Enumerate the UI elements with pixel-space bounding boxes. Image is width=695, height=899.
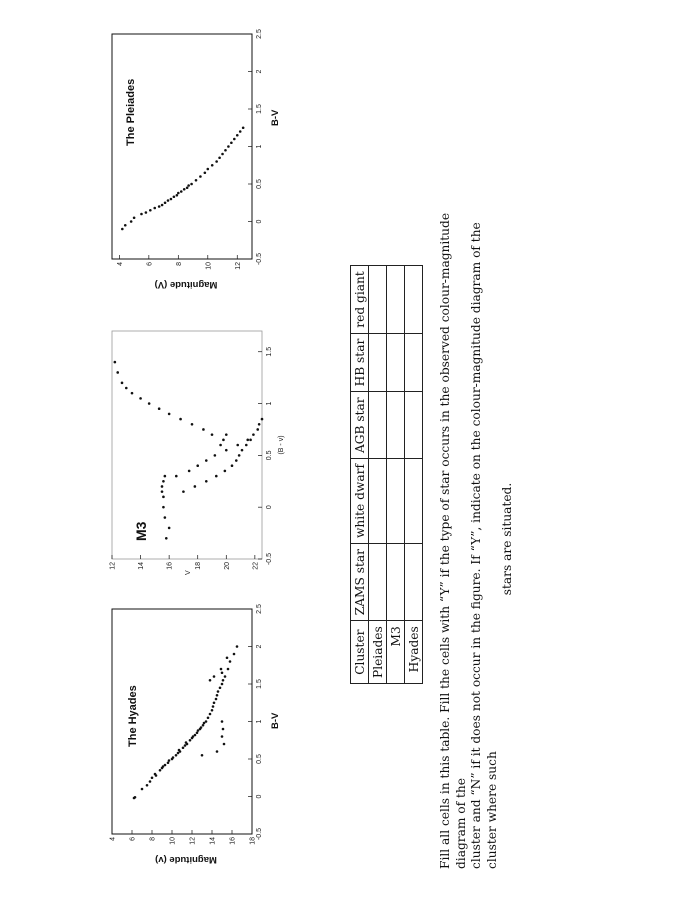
m3-data-point (162, 506, 165, 509)
pleiades-ytick-label: 8 (175, 262, 183, 266)
hyades-data-point (182, 746, 185, 749)
m3-ytick-label: 12 (109, 562, 117, 570)
hyades-xtick-label: 1.5 (256, 679, 263, 689)
pleiades-data-point (167, 199, 170, 202)
hyades-data-point (151, 776, 154, 779)
hyades-data-point (213, 701, 216, 704)
pleiades-data-point (199, 175, 202, 178)
table-cell[interactable] (405, 266, 423, 333)
m3-ylabel: V (185, 570, 192, 575)
m3-ytick-label: 16 (166, 562, 174, 570)
pleiades-chart (106, 24, 286, 294)
pleiades-data-point (230, 141, 233, 144)
pleiades-data-point (140, 213, 143, 216)
hyades-data-point (202, 724, 205, 727)
hyades-title: The Hyades (127, 685, 139, 747)
hyades-xtick-label: 2 (256, 644, 263, 649)
hyades-ytick-label: 6 (129, 837, 137, 841)
m3-data-point (225, 433, 228, 436)
caption-line-2: cluster and “N” if it does not occur in the figure. If “Y”, indicate on the colour-magnitude diagram of the cluster where such (469, 222, 499, 869)
pleiades-data-point (190, 183, 193, 186)
table-cell[interactable] (387, 333, 405, 392)
hyades-ytick-label: 18 (249, 837, 257, 845)
hyades-data-point (221, 671, 224, 674)
caption-line-1: Fill all cells in this table. Fill the cells with “Y” if the type of star occurs in the observed colour-magnitude diagram of the (438, 212, 468, 869)
pleiades-data-point (145, 211, 148, 214)
hyades-data-point (213, 675, 216, 678)
pleiades-data-point (236, 134, 239, 137)
pleiades-data-point (173, 195, 176, 198)
col-header-white-dwarf: white dwarf (351, 459, 369, 544)
m3-data-point (238, 454, 241, 457)
table-header-row (351, 266, 369, 684)
table-cell[interactable] (405, 392, 423, 459)
m3-data-point (231, 464, 234, 467)
pleiades-data-point (227, 145, 230, 148)
m3-data-point (245, 444, 248, 447)
row-label-m3: M3 (387, 621, 405, 684)
m3-data-point (116, 371, 119, 374)
m3-data-point (164, 475, 167, 478)
hyades-data-point (196, 731, 199, 734)
m3-data-point (261, 418, 264, 421)
hyades-data-point (236, 645, 239, 648)
pleiades-frame (112, 34, 252, 259)
m3-data-point (219, 444, 222, 447)
hyades-data-point (175, 754, 178, 757)
m3-data-point (175, 475, 178, 478)
hyades-data-point (194, 734, 197, 737)
hyades-data-point (221, 720, 224, 723)
m3-data-point (214, 454, 217, 457)
hyades-data-point (205, 720, 208, 723)
pleiades-data-point (170, 198, 173, 201)
pleiades-data-point (211, 164, 214, 167)
pleiades-data-point (149, 209, 152, 212)
hyades-data-point (216, 694, 219, 697)
rotated-page-content (86, 0, 536, 899)
m3-data-point (191, 423, 194, 426)
m3-data-point (131, 392, 134, 395)
hyades-xtick-label: -0.5 (256, 827, 263, 841)
pleiades-data-point (195, 179, 198, 182)
pleiades-data-point (187, 184, 190, 187)
hyades-data-point (189, 739, 192, 742)
table-cell[interactable] (405, 333, 423, 392)
pleiades-data-point (130, 220, 133, 223)
pleiades-data-point (180, 190, 183, 193)
m3-ytick-label: 18 (195, 562, 203, 570)
hyades-data-point (201, 754, 204, 757)
m3-data-point (202, 428, 205, 431)
pleiades-data-point (224, 149, 227, 152)
hyades-ytick-label: 10 (169, 837, 177, 845)
pleiades-data-point (239, 130, 242, 133)
pleiades-data-point (221, 153, 224, 156)
table-cell[interactable] (369, 333, 387, 392)
m3-data-point (188, 470, 191, 473)
hyades-data-point (159, 769, 162, 772)
pleiades-data-point (183, 188, 186, 191)
m3-data-point (235, 459, 238, 462)
m3-data-point (139, 397, 142, 400)
pleiades-data-point (233, 138, 236, 141)
hyades-data-point (226, 656, 229, 659)
m3-data-point (246, 439, 249, 442)
hyades-data-point (227, 668, 230, 671)
instructions-caption (438, 209, 516, 869)
m3-data-point (168, 527, 171, 530)
m3-data-point (196, 464, 199, 467)
pleiades-data-point (153, 207, 156, 210)
m3-data-point (164, 516, 167, 519)
m3-xtick-label: 0 (266, 505, 273, 510)
hyades-data-point (172, 756, 175, 759)
m3-data-point (225, 449, 228, 452)
pleiades-ytick-label: 10 (205, 262, 213, 270)
pleiades-data-point (186, 186, 189, 189)
hyades-xlabel: B-V (270, 712, 281, 729)
m3-xtick-label: 1 (266, 401, 273, 406)
caption-line-3: stars are situated. (500, 482, 514, 596)
hyades-data-point (168, 759, 171, 762)
hyades-data-point (134, 796, 137, 799)
m3-data-point (161, 485, 164, 488)
row-label-hyades: Hyades (405, 621, 423, 684)
m3-data-point (211, 433, 214, 436)
col-header-red-giant: red giant (351, 266, 369, 333)
table-row (387, 266, 405, 684)
pleiades-xtick-label: 0.5 (256, 179, 263, 189)
cluster-table (350, 265, 423, 684)
m3-data-point (179, 418, 182, 421)
m3-data-point (205, 459, 208, 462)
table-cell[interactable] (387, 544, 405, 621)
m3-data-point (205, 480, 208, 483)
hyades-xtick-label: 2.5 (256, 604, 263, 614)
m3-data-point (165, 537, 168, 540)
pleiades-ytick-label: 6 (146, 262, 154, 266)
hyades-chart (106, 599, 286, 869)
m3-xtick-label: 0.5 (266, 450, 273, 461)
m3-data-point (148, 402, 151, 405)
pleiades-xtick-label: 2 (256, 69, 263, 74)
pleiades-xtick-label: 1.5 (256, 104, 263, 114)
hyades-data-point (220, 668, 223, 671)
hyades-data-point (185, 741, 188, 744)
hyades-data-point (221, 735, 224, 738)
pleiades-ytick-label: 12 (234, 262, 242, 270)
hyades-data-point (222, 728, 225, 731)
pleiades-data-point (218, 156, 221, 159)
m3-data-point (252, 433, 255, 436)
m3-data-point (162, 496, 165, 499)
hyades-data-point (215, 698, 218, 701)
hyades-ytick-label: 4 (109, 837, 117, 841)
table-cell[interactable] (387, 266, 405, 333)
hyades-data-point (167, 761, 170, 764)
hyades-data-point (178, 749, 181, 752)
m3-ytick-label: 22 (252, 562, 260, 570)
m3-data-point (249, 439, 252, 442)
hyades-data-point (200, 726, 203, 729)
hyades-data-point (149, 780, 152, 783)
m3-xtick-label: -0.5 (266, 552, 273, 566)
m3-xtick-label: 1.5 (266, 346, 273, 357)
pleiades-xtick-label: 2.5 (256, 29, 263, 39)
pleiades-data-point (176, 194, 179, 197)
pleiades-data-point (124, 224, 127, 227)
hyades-data-point (221, 683, 224, 686)
pleiades-xtick-label: -0.5 (256, 252, 263, 266)
table-cell[interactable] (387, 459, 405, 544)
hyades-data-point (219, 686, 222, 689)
hyades-ytick-label: 8 (149, 837, 157, 841)
table-cell[interactable] (369, 266, 387, 333)
pleiades-data-point (164, 201, 167, 204)
hyades-data-point (146, 784, 149, 787)
table-cell[interactable] (405, 459, 423, 544)
m3-data-point (162, 480, 165, 483)
pleiades-data-point (206, 168, 209, 171)
m3-data-point (114, 361, 117, 364)
col-header-cluster: Cluster (351, 621, 369, 684)
table-cell[interactable] (387, 392, 405, 459)
hyades-xtick-label: 0 (256, 794, 263, 799)
hyades-data-point (223, 743, 226, 746)
m3-data-point (161, 490, 164, 493)
hyades-xtick-label: 1 (256, 719, 263, 724)
pleiades-data-point (204, 171, 207, 174)
m3-data-point (194, 485, 197, 488)
col-header-hb: HB star (351, 333, 369, 392)
pleiades-ylabel: Magnitude (V) (154, 279, 218, 290)
m3-title: M3 (133, 521, 149, 541)
hyades-data-point (233, 653, 236, 656)
hyades-data-point (209, 713, 212, 716)
pleiades-data-point (133, 216, 136, 219)
table-row (405, 266, 423, 684)
hyades-data-point (229, 660, 232, 663)
m3-xlabel: (B - v) (278, 435, 285, 455)
pleiades-title: The Pleiades (125, 78, 137, 146)
hyades-data-point (217, 690, 220, 693)
m3-chart (106, 319, 286, 589)
table-cell[interactable] (405, 544, 423, 621)
pleiades-data-point (215, 160, 218, 163)
hyades-data-point (222, 679, 225, 682)
hyades-data-point (154, 773, 157, 776)
m3-data-point (168, 413, 171, 416)
col-header-zams: ZAMS star (351, 544, 369, 621)
m3-data-point (158, 407, 161, 410)
pleiades-xtick-label: 1 (256, 144, 263, 149)
pleiades-data-point (121, 228, 124, 231)
pleiades-data-point (158, 205, 161, 208)
m3-data-point (236, 444, 239, 447)
hyades-data-point (209, 679, 212, 682)
hyades-data-point (224, 675, 227, 678)
row-label-pleiades: Pleiades (369, 621, 387, 684)
hyades-ytick-label: 12 (189, 837, 197, 845)
hyades-ytick-label: 14 (209, 837, 217, 845)
table-cell[interactable] (369, 392, 387, 459)
m3-ytick-label: 20 (223, 562, 231, 570)
m3-data-point (224, 470, 227, 473)
m3-data-point (241, 449, 244, 452)
hyades-xtick-label: 0.5 (256, 754, 263, 764)
m3-data-point (121, 382, 124, 385)
hyades-data-point (164, 764, 167, 767)
hyades-data-point (141, 788, 144, 791)
pleiades-data-point (161, 204, 164, 207)
pleiades-ytick-label: 4 (116, 262, 124, 266)
m3-data-point (256, 428, 259, 431)
table-cell[interactable] (369, 544, 387, 621)
pleiades-xlabel: B-V (270, 109, 281, 126)
hyades-data-point (212, 705, 215, 708)
pleiades-xtick-label: 0 (256, 219, 263, 224)
m3-data-point (258, 423, 261, 426)
hyades-ylabel: Magnitude (v) (155, 854, 217, 865)
m3-data-point (125, 387, 128, 390)
hyades-data-point (207, 716, 210, 719)
hyades-data-point (211, 709, 214, 712)
table-cell[interactable] (369, 459, 387, 544)
hyades-ytick-label: 16 (229, 837, 237, 845)
m3-ytick-label: 14 (138, 562, 146, 570)
pleiades-data-point (242, 126, 245, 129)
m3-data-point (215, 475, 218, 478)
m3-data-point (182, 490, 185, 493)
col-header-agb: AGB star (351, 392, 369, 459)
table-row (369, 266, 387, 684)
hyades-data-point (216, 750, 219, 753)
m3-data-point (222, 439, 225, 442)
pleiades-data-point (177, 192, 180, 195)
